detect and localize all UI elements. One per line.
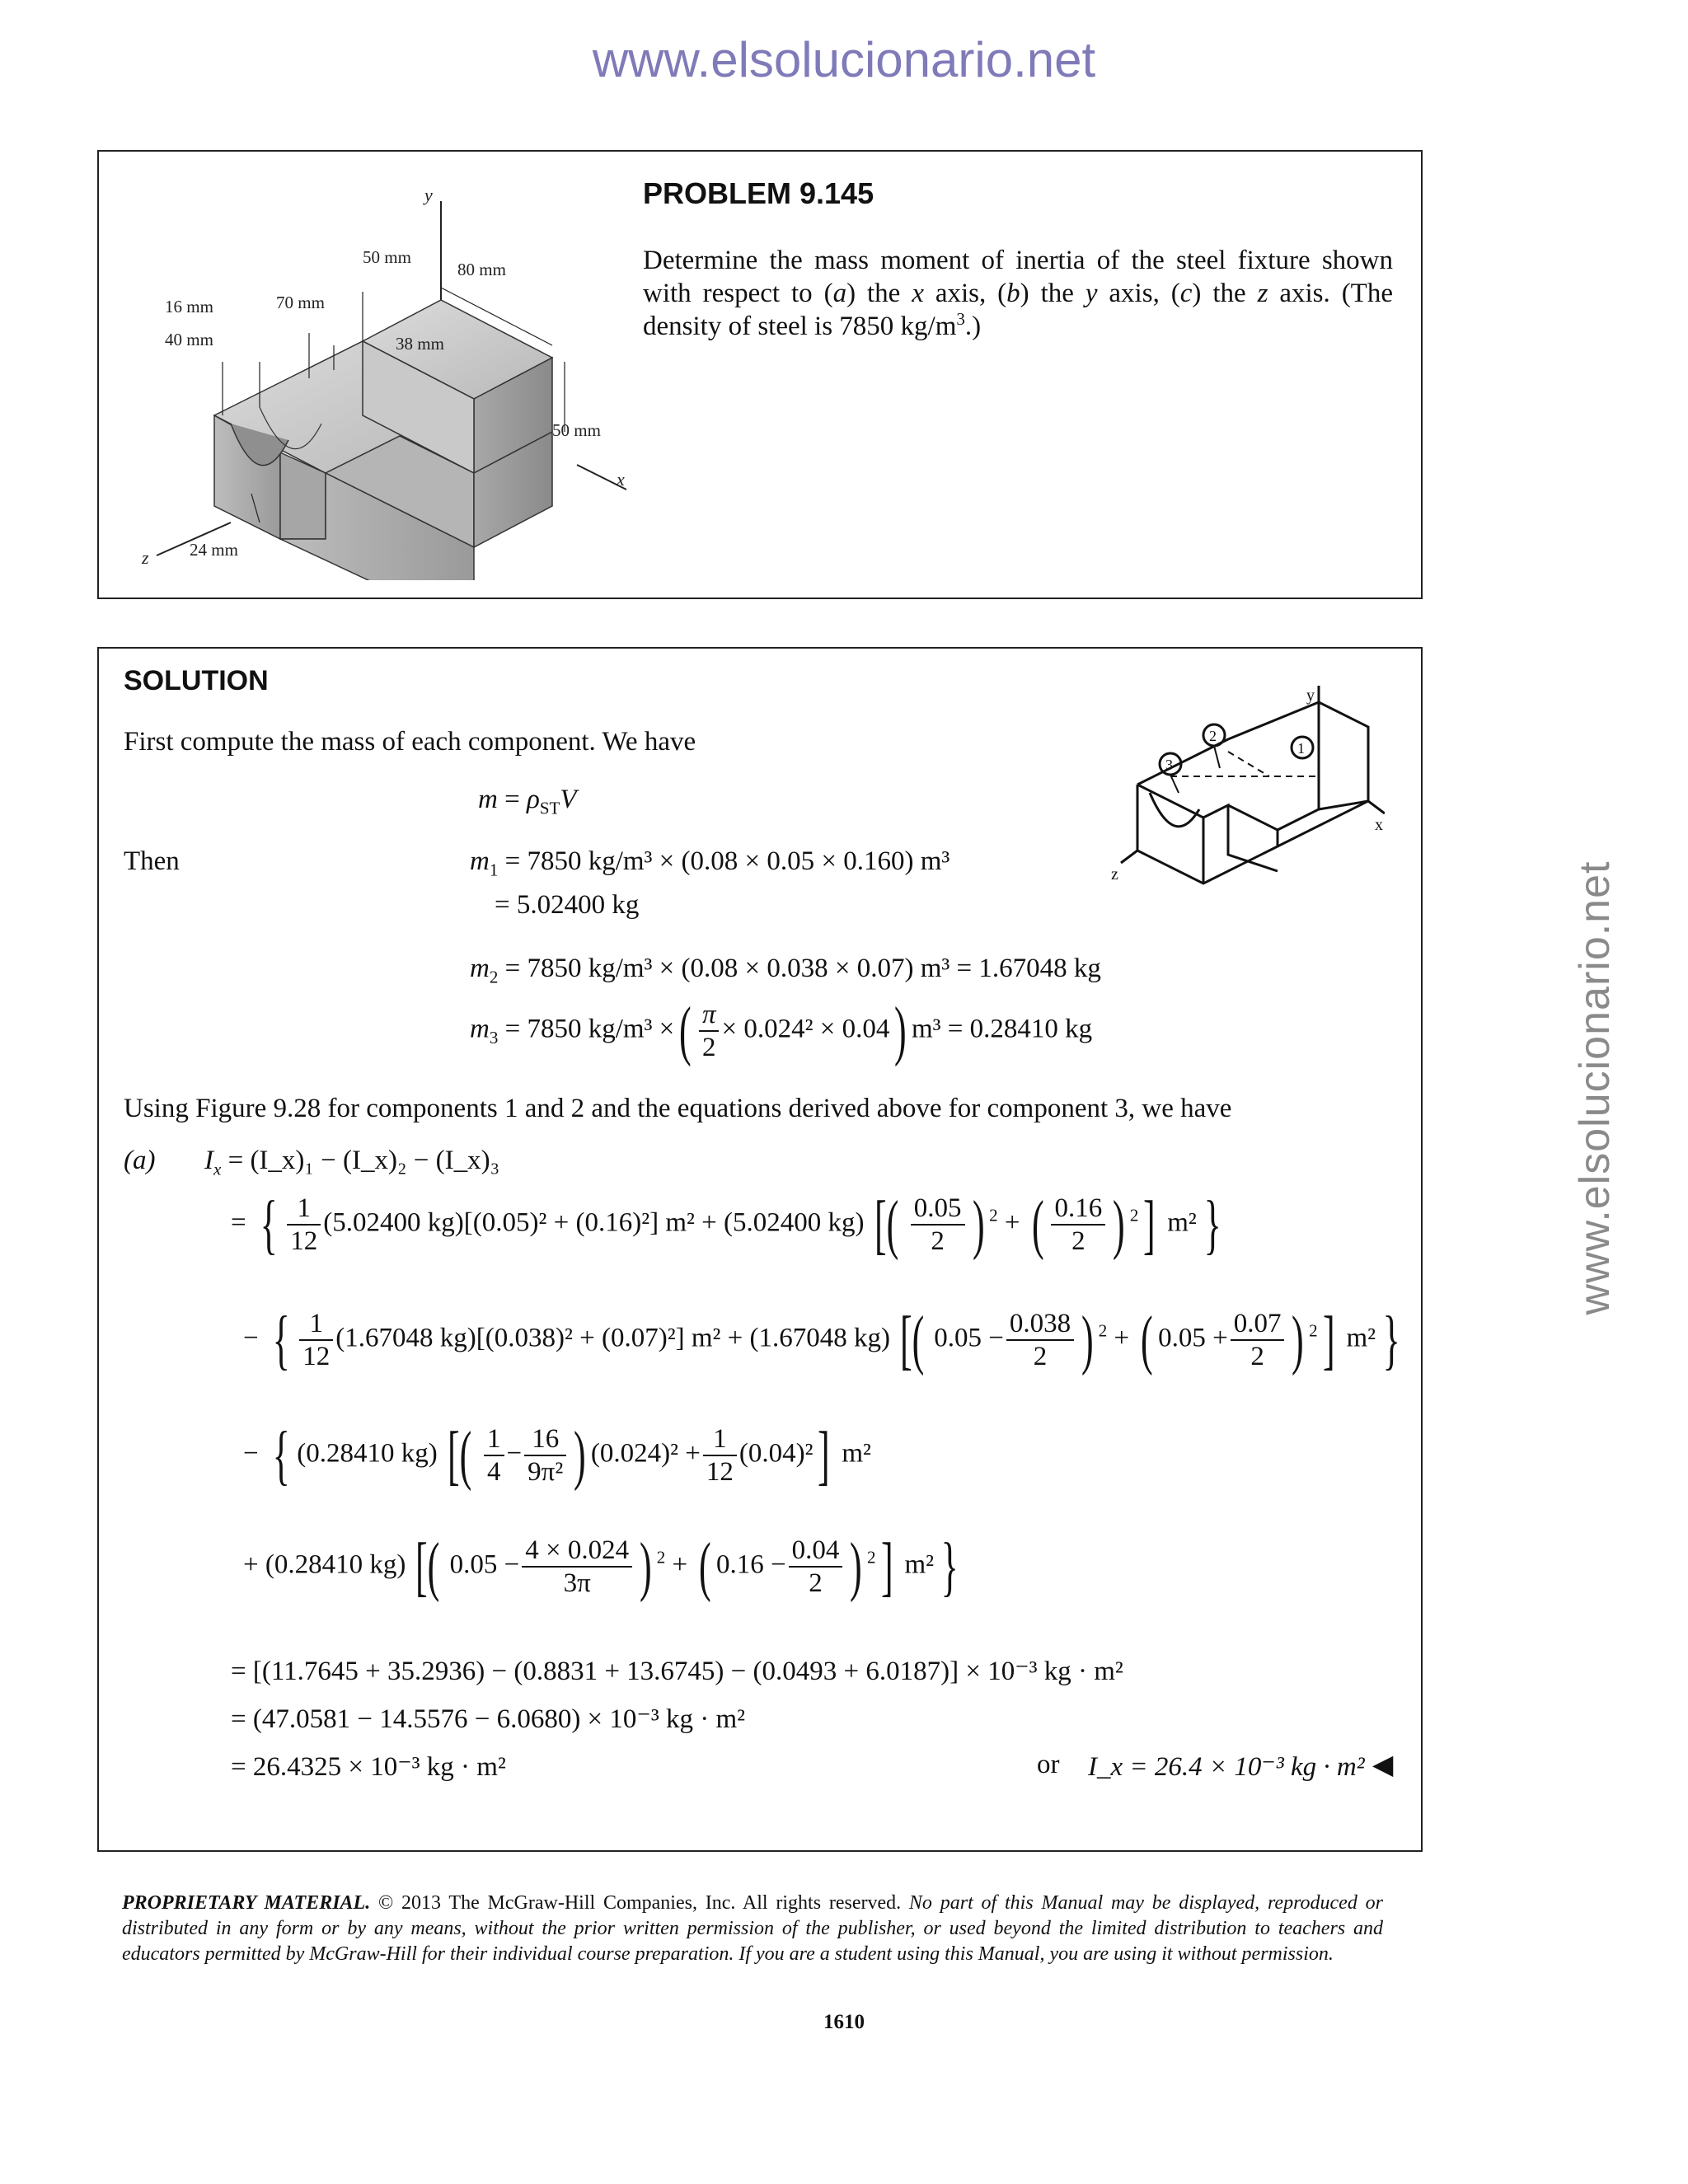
m3-line: $m_3 = 7850$ kg/m³ ×( $\frac{\pi}{2}$ × 0.024² × 0.04) m³ = 0.28410 kg [470,995,1093,1067]
ix-line-5: = [(11.7645 + 35.2936) − (0.8831 + 13.6745) − (0.0493 + 6.0187)] × 10⁻³ kg · m² [231,1657,1123,1686]
then-label: Then [124,846,180,876]
ix-line-2: − { $\frac{1}{12}$ (1.67048 kg)[(0.038)² + (0.07)²] m² + (1.67048 kg) [( 0.05 − $\frac{0.038}{2}$ ) $^2$ + ( 0.05 + $\frac{0.07}{2}$ ) $^2$] m² } [243,1304,1400,1376]
component-sketch [1104,686,1385,900]
ix-line-3: − { (0.28410 kg) [( $\frac{1}{4}$ − $\frac{16}{\text{9π²}}$ ) (0.024)² + $\frac{1}{12}$ (0.04)²] m² [243,1419,871,1492]
solution-title: SOLUTION [124,665,269,696]
using-text: Using Figure 9.28 for components 1 and 2 and the equations derived above for component 3, we have [124,1094,1232,1123]
ix-definition: $I_x$ = (I_x)₁ − (I_x)₂ − (I_x)₃ [204,1146,500,1179]
dim-50mm-top: 50 mm [363,247,411,267]
dim-70mm: 70 mm [276,293,325,312]
sketch-x-label: x [1375,816,1383,834]
sketch-z-label: z [1111,865,1118,883]
dim-24mm: 24 mm [190,540,238,560]
part-a-label: (a) [124,1146,156,1175]
dim-38mm: 38 mm [396,334,444,354]
m1-line2: = 5.02400 kg [495,890,640,920]
sketch-component-3: 3 [1165,757,1173,773]
solution-box [97,647,1423,1852]
m2-line: $m_2 = 7850$ kg/m³ × (0.08 × 0.038 × 0.07) m³ = 1.67048 kg [470,954,1101,987]
ix-line-4: + (0.28410 kg) [( 0.05 − $\frac{4 \times 0.024}{3\pi}$ ) $^2$ + ( 0.16 − $\frac{0.04}{2}$ ) $^2$] m² } [243,1530,959,1603]
mass-formula: $m = \rho_{ST}V$ [478,785,577,818]
problem-box [97,150,1423,599]
dim-50mm-side: 50 mm [552,420,601,440]
ix-line-6: = (47.0581 − 14.5576 − 6.0680) × 10⁻³ kg · m² [231,1704,746,1734]
m1-line1: $m_1 = 7850$ kg/m³ × (0.08 × 0.05 × 0.160) m³ [470,846,950,880]
watermark-top: www.elsolucionario.net [592,32,1096,87]
dim-16mm: 16 mm [165,297,213,316]
intro-text: First compute the mass of each component. We have [124,727,696,757]
axis-y-label: y [424,185,433,205]
problem-statement: Determine the mass moment of inertia of the steel fixture shown with respect to (a) the x axis, (b) the y axis, (c) the z axis. (The density of steel is 7850 $kg/m^3$.) [643,246,1393,341]
sketch-component-1: 1 [1297,740,1305,757]
watermark-side: www.elsolucionario.net [1571,860,1619,1315]
ix-line-1: = { $\frac{1}{12}$ (5.02400 kg)[(0.05)² + (0.16)²] m² + (5.02400 kg) [( $\frac{0.05}{2}$ ) $^2$ + ( $\frac{0.16}{2}$ ) $^2$] m² } [231,1188,1221,1261]
page-number: 1610 [823,2011,865,2033]
dim-80mm: 80 mm [457,260,506,279]
dim-40mm: 40 mm [165,330,213,349]
footer-copyright: PROPRIETARY MATERIAL. © 2013 The McGraw-Hill Companies, Inc. All rights reserved. No part of this Manual may be displayed, reproduced or distributed in any form or by any means, without the prior written permission of the publisher, or used beyond the limited distribution to teachers and educators permitted by McGraw-Hill for their individual course preparation. If you are a student using this Manual, you are using it without permission. [122,1892,1383,1965]
steel-fixture-figure [115,168,709,580]
axis-x-label: x [617,469,625,490]
answer-marker: ◀ [1372,1750,1394,1780]
sketch-component-2: 2 [1209,728,1217,744]
answer-ix: I_x = 26.4 × 10⁻³ kg · m² [1088,1752,1365,1782]
answer-or: or [1037,1750,1060,1779]
ix-line-7: = 26.4325 × 10⁻³ kg · m² [231,1752,506,1782]
sketch-y-label: y [1306,687,1315,705]
axis-z-label: z [142,547,149,568]
problem-title: PROBLEM 9.145 [643,176,874,210]
